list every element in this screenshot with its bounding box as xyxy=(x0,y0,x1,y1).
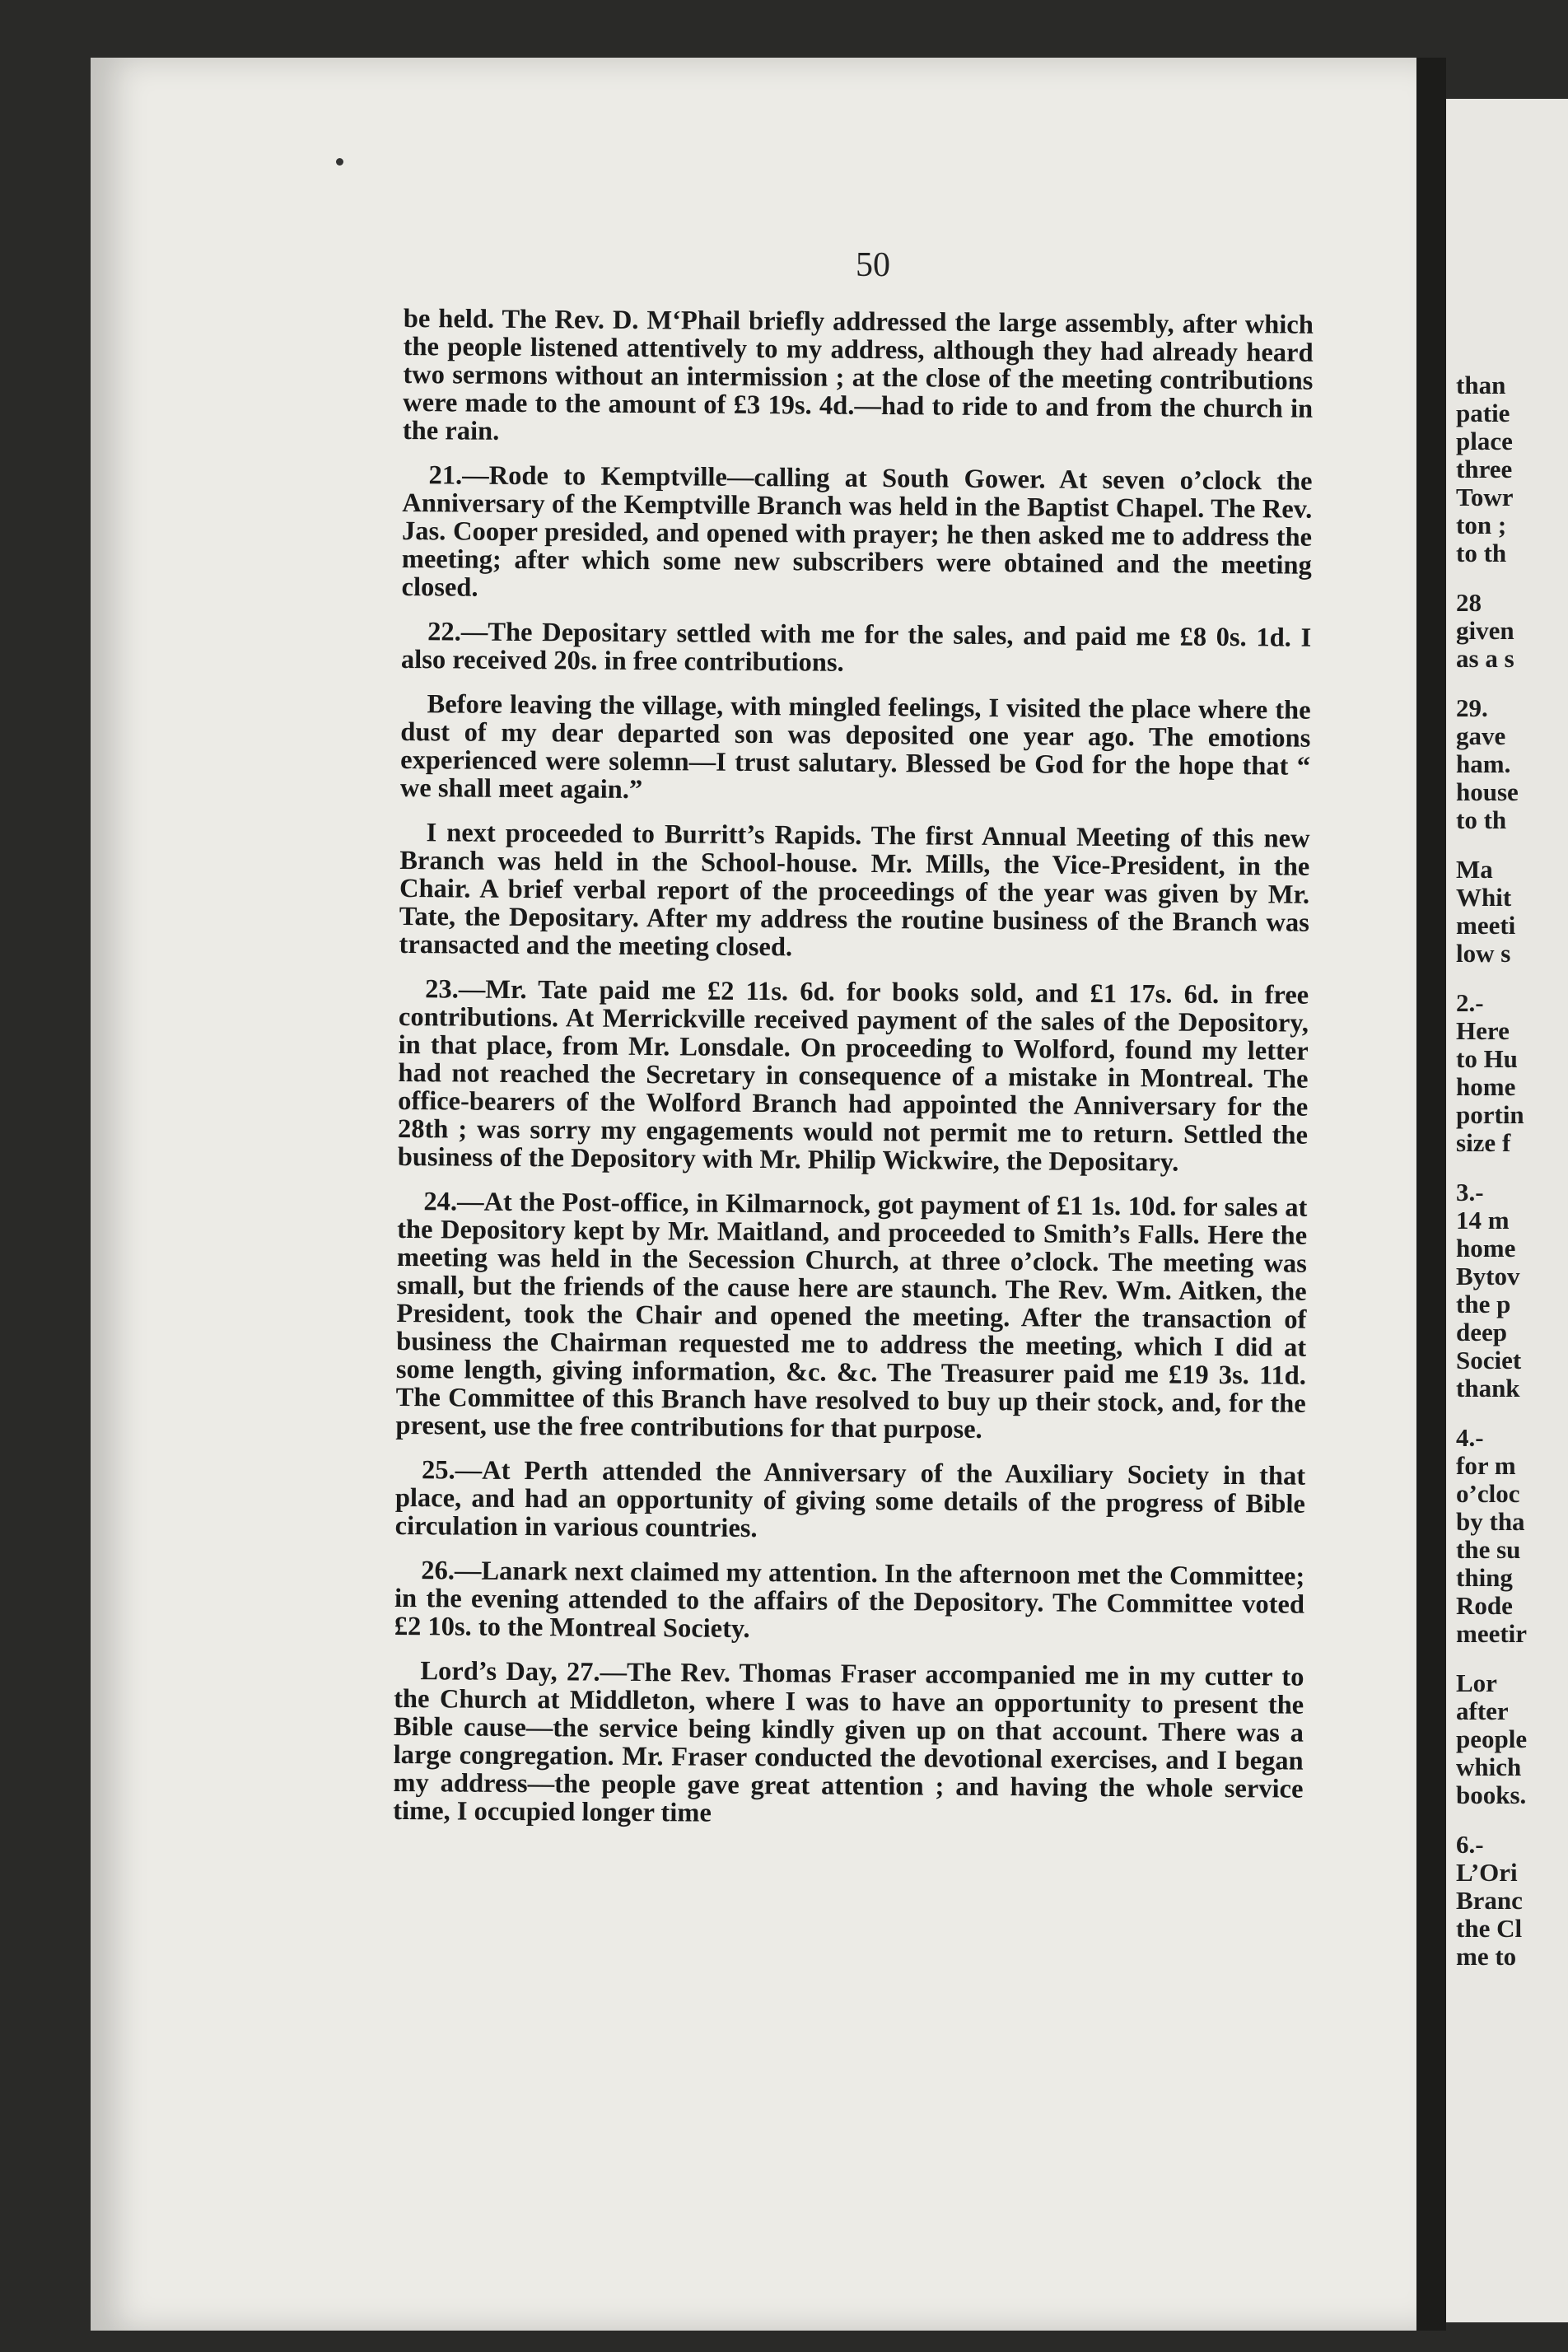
next-page-fragment: 4.- xyxy=(1456,1423,1484,1452)
next-page-fragment: people xyxy=(1456,1724,1528,1753)
next-page-fragment: size f xyxy=(1456,1128,1511,1157)
next-page-fragment: thank xyxy=(1456,1374,1520,1402)
paragraph: 22.—The Depositary settled with me for the sales, and paid me £8 0s. 1d. I also received 20s. in free contributions. xyxy=(400,617,1312,678)
next-page-fragment: Ma xyxy=(1456,855,1493,884)
paragraph: Lord’s Day, 27.—The Rev. Thomas Fraser accompanied me in my cutter to the Church at Middleton, where I was to have an opportunity to present the Bible cause—the service being kindly given up on that account. There was a large congregation. Mr. Fraser conducted the devotional exercises, and I began my address—the people gave great attention ; and having the whole service time, I occupied longer time xyxy=(393,1656,1304,1828)
next-page-fragment: after xyxy=(1456,1696,1509,1725)
next-page-fragment: for m xyxy=(1456,1451,1516,1480)
next-page-fragment: by tha xyxy=(1456,1507,1525,1536)
next-page-fragment: Rode xyxy=(1456,1591,1513,1620)
book-gutter xyxy=(1416,58,1446,2331)
next-page-fragment: L’Ori xyxy=(1456,1858,1518,1887)
next-page-fragment: Societ xyxy=(1456,1346,1522,1374)
next-page-fragment: o’cloc xyxy=(1456,1479,1520,1508)
next-page-fragment: given xyxy=(1456,616,1514,645)
next-page-fragment: deep xyxy=(1456,1318,1507,1346)
next-page-fragment: three xyxy=(1456,455,1513,483)
next-page-fragment: Whit xyxy=(1456,883,1512,912)
next-page-fragment: home xyxy=(1456,1072,1516,1101)
paragraph: 24.—At the Post-office, in Kilmarnock, got payment of £1 1s. 10d. for sales at the Depository kept by Mr. Maitland, and proceeded to Smith’s Falls. Here the meeting was held in the Secession Church, at three o’clock. The meeting was small, but the friends of the cause here are staunch. The Rev. Wm. Aitken, the President, took the Chair and opened the meeting. After the transaction of business the Chairman requested me to address the meeting, which I did at some length, giving information, &c. &c. The Treasurer paid me £19 3s. 11d. The Committee of this Branch have resolved to buy up their stock, and, for the present, use the free contributions for that purpose. xyxy=(395,1187,1308,1444)
next-page-fragment: Bytov xyxy=(1456,1262,1520,1290)
next-page-fragment: books. xyxy=(1456,1780,1527,1809)
next-page-fragment: meetir xyxy=(1456,1619,1528,1648)
next-page-fragment: house xyxy=(1456,777,1519,806)
next-page-edge xyxy=(1446,99,1568,2322)
next-page-fragment: Lor xyxy=(1456,1668,1497,1697)
paragraph: 23.—Mr. Tate paid me £2 11s. 6d. for books sold, and £1 17s. 6d. in free contributions. At Merrickville received payment of the sales of the Depository, in that place, from Mr. Lonsdale. On proceeding to Wolford, found my letter had not reached the Secretary in consequence of a mistake in Montreal. The office-bearers of the Wolford Branch had appointed the Anniversary for the 28th ; was sorry my engagements would not permit me to return. Settled the business of the Depository with Mr. Philip Wickwire, the Depositary. xyxy=(397,974,1309,1178)
next-page-fragment: me to xyxy=(1456,1942,1517,1971)
next-page-fragment: which xyxy=(1456,1752,1522,1781)
page-body xyxy=(393,305,1314,1848)
next-page-fragment: 29. xyxy=(1456,693,1488,722)
next-page-fragment: patie xyxy=(1456,399,1510,427)
paragraph: I next proceeded to Burritt’s Rapids. The first Annual Meeting of this new Branch was held in the School-house. Mr. Mills, the Vice-President, in the Chair. A brief verbal report of the proceedings of the year was given by Mr. Tate, the Depositary. After my address the routine business of the Branch was transacted and the meeting closed. xyxy=(399,818,1310,963)
next-page-fragment: 14 m xyxy=(1456,1206,1510,1234)
paragraph: 25.—At Perth attended the Anniversary of the Auxiliary Society in that place, and had an opportunity of giving some details of the progress of Bible circulation in various countries. xyxy=(394,1455,1306,1544)
paragraph: be held. The Rev. D. M‘Phail briefly addressed the large assembly, after which the people listened attentively to my address, although they had already heard two sermons without an intermission ; at the close of the meeting contributions were made to the amount of £3 19s. 4d.—had to ride to and from the church in the rain. xyxy=(402,304,1314,446)
paragraph: Before leaving the village, with mingled feelings, I visited the place where the dust of my dear departed son was deposited one year ago. The emotions experienced were solemn—I trust salutary. Blessed be God for the hope that “ we shall meet again.” xyxy=(399,689,1311,805)
next-page-fragment: than xyxy=(1456,371,1506,399)
next-page-fragment: 6.- xyxy=(1456,1830,1484,1859)
ink-speck xyxy=(336,158,343,166)
next-page-fragment: Branc xyxy=(1456,1886,1523,1915)
next-page-fragment: the Cl xyxy=(1456,1914,1523,1943)
next-page-fragment: to th xyxy=(1456,539,1507,567)
next-page-fragment: the su xyxy=(1456,1535,1521,1564)
next-page-fragment: to Hu xyxy=(1456,1044,1518,1073)
next-page-fragment: place xyxy=(1456,427,1513,455)
next-page-fragment: thing xyxy=(1456,1563,1513,1592)
next-page-fragment: as a s xyxy=(1456,644,1514,673)
next-page-fragment: 3.- xyxy=(1456,1178,1484,1206)
next-page-fragment: gave xyxy=(1456,721,1506,750)
next-page-fragment: 28 xyxy=(1456,588,1482,617)
next-page-fragment: ton ; xyxy=(1456,511,1507,539)
page-number: 50 xyxy=(856,246,890,284)
paragraph: 26.—Lanark next claimed my attention. In the afternoon met the Committee; in the evening attended to the affairs of the Depository. The Committee voted £2 10s. to the Montreal Society. xyxy=(394,1556,1305,1644)
next-page-fragment: Towr xyxy=(1456,483,1514,511)
next-page-fragment: portin xyxy=(1456,1100,1524,1129)
next-page-fragment: meeti xyxy=(1456,911,1516,940)
next-page-fragment: low s xyxy=(1456,939,1511,968)
next-page-fragment: 2.- xyxy=(1456,988,1484,1017)
next-page-fragment: to th xyxy=(1456,805,1507,834)
next-page-fragment: the p xyxy=(1456,1290,1511,1318)
next-page-fragment: Here xyxy=(1456,1016,1510,1045)
paragraph: 21.—Rode to Kemptville—calling at South Gower. At seven o’clock the Anniversary of the Kemptville Branch was held in the Baptist Chapel. The Rev. Jas. Cooper presided, and opened with prayer; he then asked me to address the meeting; after which some new subscribers were obtained and the meeting closed. xyxy=(401,460,1313,603)
next-page-fragment: ham. xyxy=(1456,749,1511,778)
next-page-fragment: home xyxy=(1456,1234,1516,1262)
